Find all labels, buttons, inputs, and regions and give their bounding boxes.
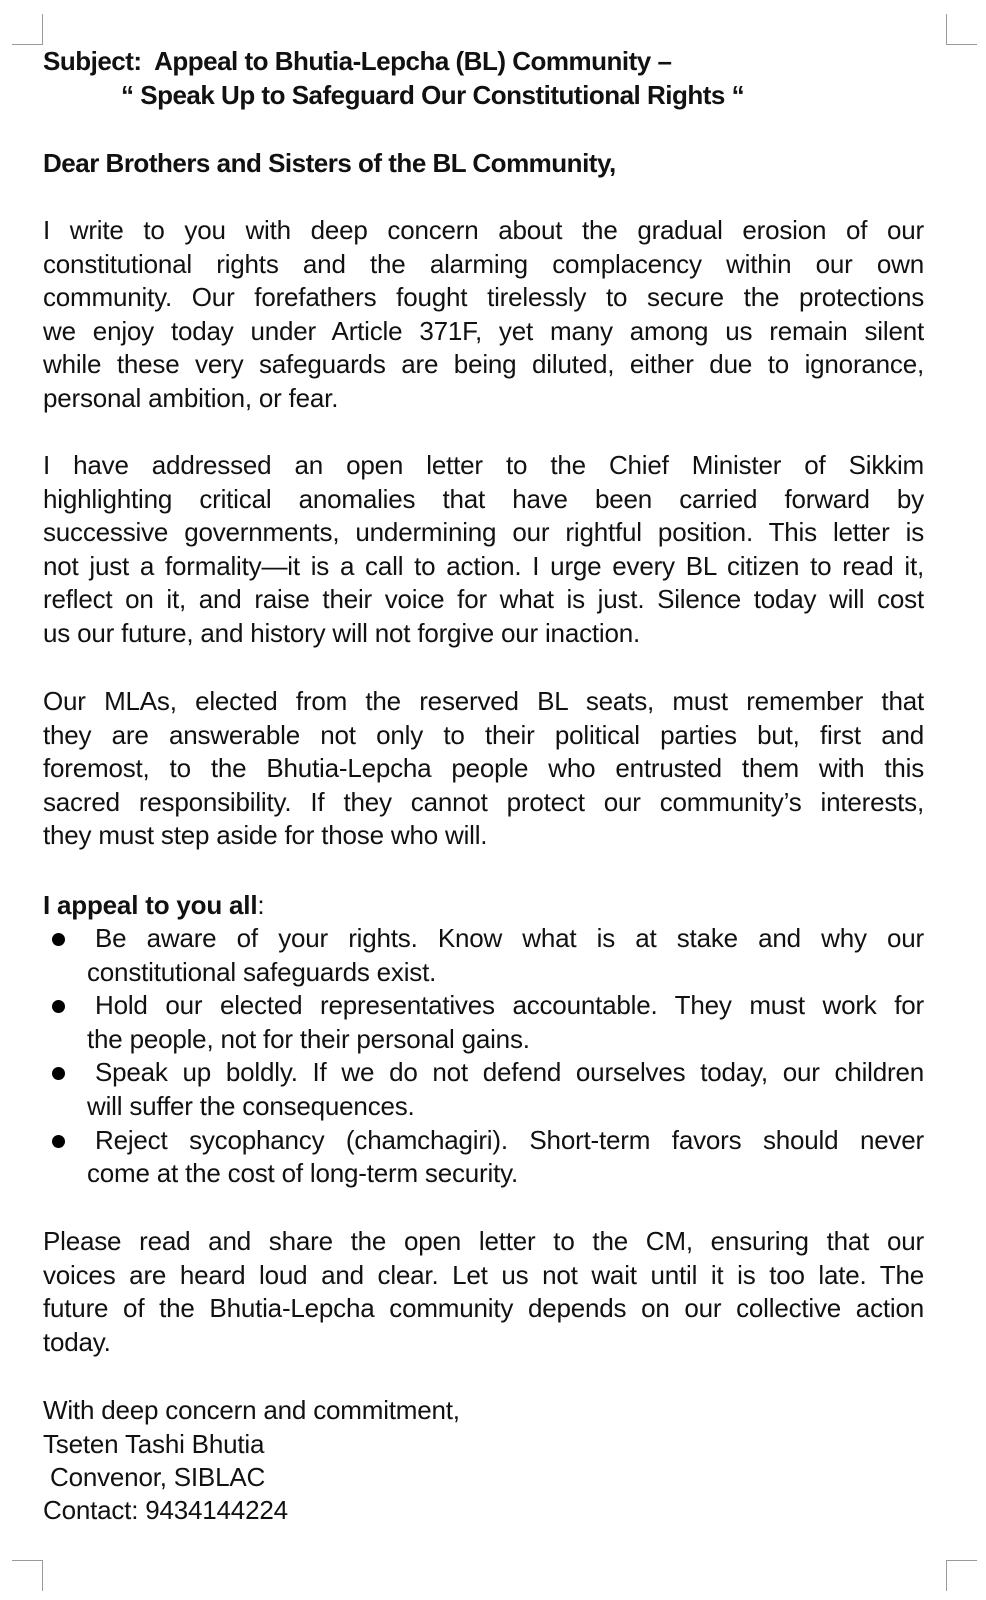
paragraph-line: we enjoy today under Article 371F, yet many among us remain silent [43, 315, 924, 346]
paragraph-line: not just a formality—it is a call to action. I urge every BL citizen to read it, [43, 550, 924, 581]
bullet-icon [52, 933, 65, 946]
bullet-line: Reject sycophancy (chamchagiri). Short-term favors should never [95, 1124, 924, 1155]
bullet-icon [52, 1000, 65, 1013]
appeal-bullet-item [43, 922, 924, 989]
signatory-contact: Contact: 9434144224 [43, 1495, 288, 1525]
paragraph-line: community. Our forefathers fought tirelessly to secure the protections [43, 282, 924, 313]
closing-paragraph [43, 1225, 924, 1359]
paragraph-line: constitutional rights and the alarming complacency within our own [43, 248, 924, 279]
bullet-line: Hold our elected representatives accountable. They must work for [95, 990, 924, 1021]
bullet-line: Speak up boldly. If we do not defend ourselves today, our children [95, 1057, 924, 1088]
bullet-icon [52, 1135, 65, 1148]
bullet-line: constitutional safeguards exist. [87, 956, 437, 987]
bullet-line: the people, not for their personal gains. [87, 1023, 530, 1054]
appeal-heading-text: I appeal to you all [43, 890, 258, 920]
appeal-bullet-list [43, 922, 924, 1191]
signatory-name: Tseten Tashi Bhutia [43, 1429, 265, 1459]
paragraph-line: I have addressed an open letter to the Chief Minister of Sikkim [43, 450, 924, 480]
paragraph-line: I write to you with deep concern about the gradual erosion of our [43, 215, 924, 245]
subject-line-2 [121, 78, 744, 112]
appeal-bullet-item [43, 1056, 924, 1123]
paragraph-3 [43, 685, 924, 853]
paragraph-line: Please read and share the open letter to the CM, ensuring that our [43, 1226, 924, 1256]
paragraph-line: highlighting critical anomalies that have been carried forward by [43, 483, 924, 514]
paragraph-2 [43, 449, 924, 651]
paragraph-line: reflect on it, and raise their voice for what is just. Silence today will cost [43, 584, 924, 615]
signatory-title: Convenor, SIBLAC [43, 1462, 266, 1492]
paragraph-line: they are answerable not only to their political parties but, first and [43, 719, 924, 750]
appeal-bullet-item [43, 989, 924, 1056]
bullet-icon [52, 1067, 65, 1080]
page-corner-mark-top-right [946, 14, 977, 45]
paragraph-1 [43, 214, 924, 416]
subject-title: Appeal to Bhutia-Lepcha (BL) Community – [154, 46, 672, 76]
appeal-heading [43, 888, 264, 922]
paragraph-line: sacred responsibility. If they cannot protect our community’s interests, [43, 786, 924, 817]
paragraph-line: future of the Bhutia-Lepcha community depends on our collective action [43, 1293, 924, 1324]
paragraph-line: voices are heard loud and clear. Let us not wait until it is too late. The [43, 1259, 924, 1290]
valediction: With deep concern and commitment, [43, 1395, 460, 1425]
paragraph-line: us our future, and history will not forgive our inaction. [43, 617, 641, 648]
paragraph-line: Our MLAs, elected from the reserved BL seats, must remember that [43, 686, 924, 716]
appeal-bullet-item [43, 1124, 924, 1191]
subject-tagline: “ Speak Up to Safeguard Our Constitutional Rights “ [121, 80, 745, 110]
subject-label: Subject: [43, 46, 142, 76]
page-corner-mark-top-left [12, 14, 43, 45]
paragraph-line: foremost, to the Bhutia-Lepcha people who entrusted them with this [43, 753, 924, 784]
bullet-line: will suffer the consequences. [87, 1090, 415, 1121]
paragraph-line: today. [43, 1326, 111, 1357]
paragraph-line: while these very safeguards are being diluted, either due to ignorance, [43, 349, 924, 380]
paragraph-line: they must step aside for those who will. [43, 820, 488, 851]
page-corner-mark-bottom-left [12, 1560, 43, 1591]
appeal-heading-colon: : [257, 890, 265, 920]
page-corner-mark-bottom-right [946, 1560, 977, 1591]
paragraph-line: personal ambition, or fear. [43, 382, 339, 413]
bullet-line: come at the cost of long-term security. [87, 1158, 519, 1189]
paragraph-line: successive governments, undermining our rightful position. This letter is [43, 517, 924, 548]
subject-line-1 [43, 44, 671, 78]
salutation: Dear Brothers and Sisters of the BL Community, [43, 148, 616, 178]
bullet-line: Be aware of your rights. Know what is at stake and why our [95, 923, 924, 953]
